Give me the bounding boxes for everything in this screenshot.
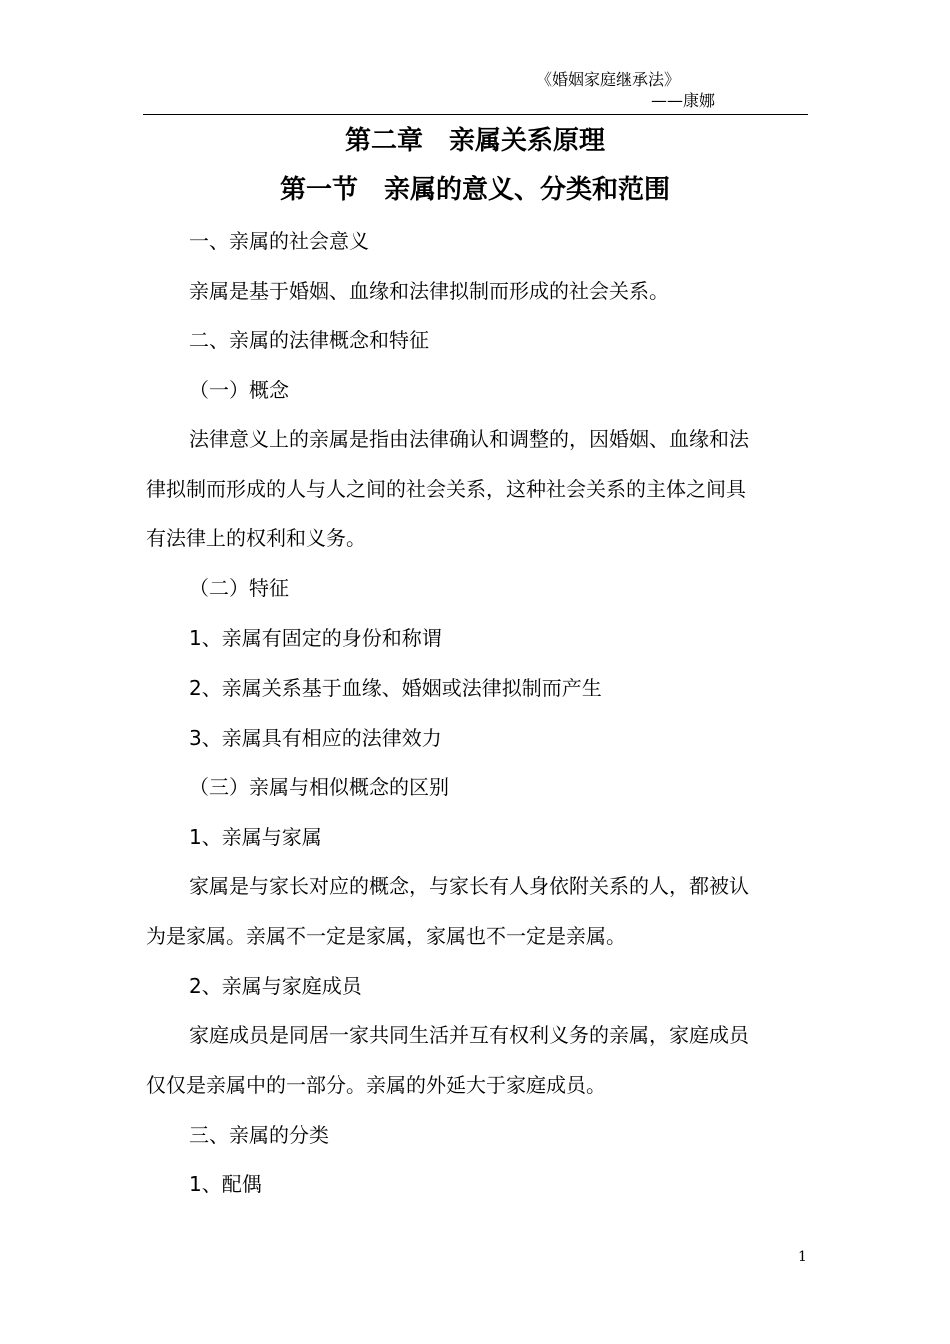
paragraph-line: 为是家属。亲属不一定是家属，家属也不一定是亲属。 bbox=[146, 924, 626, 948]
list-item: 2、亲属与家庭成员 bbox=[189, 974, 362, 998]
page-number: 1 bbox=[798, 1249, 807, 1265]
list-item: 1、配偶 bbox=[189, 1172, 262, 1196]
subheading-distinction: （三）亲属与相似概念的区别 bbox=[189, 775, 449, 799]
list-item: 1、亲属与家属 bbox=[189, 825, 322, 849]
list-item: 2、亲属关系基于血缘、婚姻或法律拟制而产生 bbox=[189, 676, 602, 700]
subheading-features: （二）特征 bbox=[189, 576, 289, 600]
header-divider bbox=[143, 114, 808, 115]
heading-legal-concept: 二、亲属的法律概念和特征 bbox=[189, 328, 429, 352]
paragraph-line: 家庭成员是同居一家共同生活并互有权利义务的亲属，家庭成员 bbox=[189, 1023, 749, 1047]
paragraph-line: 有法律上的权利和义务。 bbox=[146, 526, 366, 550]
header-author: ——康娜 bbox=[651, 91, 716, 110]
paragraph-line: 仅仅是亲属中的一部分。亲属的外延大于家庭成员。 bbox=[146, 1073, 606, 1097]
chapter-title: 第二章 亲属关系原理 bbox=[344, 126, 605, 156]
section-title: 第一节 亲属的意义、分类和范围 bbox=[279, 175, 670, 205]
paragraph-line: 亲属是基于婚姻、血缘和法律拟制而形成的社会关系。 bbox=[189, 279, 669, 303]
paragraph-line: 法律意义上的亲属是指由法律确认和调整的，因婚姻、血缘和法 bbox=[189, 427, 749, 451]
subheading-concept: （一）概念 bbox=[189, 378, 289, 402]
heading-social-meaning: 一、亲属的社会意义 bbox=[189, 229, 369, 253]
header-book-title: 《婚姻家庭继承法》 bbox=[536, 70, 681, 89]
list-item: 3、亲属具有相应的法律效力 bbox=[189, 726, 442, 750]
heading-classification: 三、亲属的分类 bbox=[189, 1123, 329, 1147]
list-item: 1、亲属有固定的身份和称谓 bbox=[189, 626, 442, 650]
paragraph-line: 家属是与家长对应的概念，与家长有人身依附关系的人，都被认 bbox=[189, 874, 749, 898]
paragraph-line: 律拟制而形成的人与人之间的社会关系，这种社会关系的主体之间具 bbox=[146, 477, 746, 501]
